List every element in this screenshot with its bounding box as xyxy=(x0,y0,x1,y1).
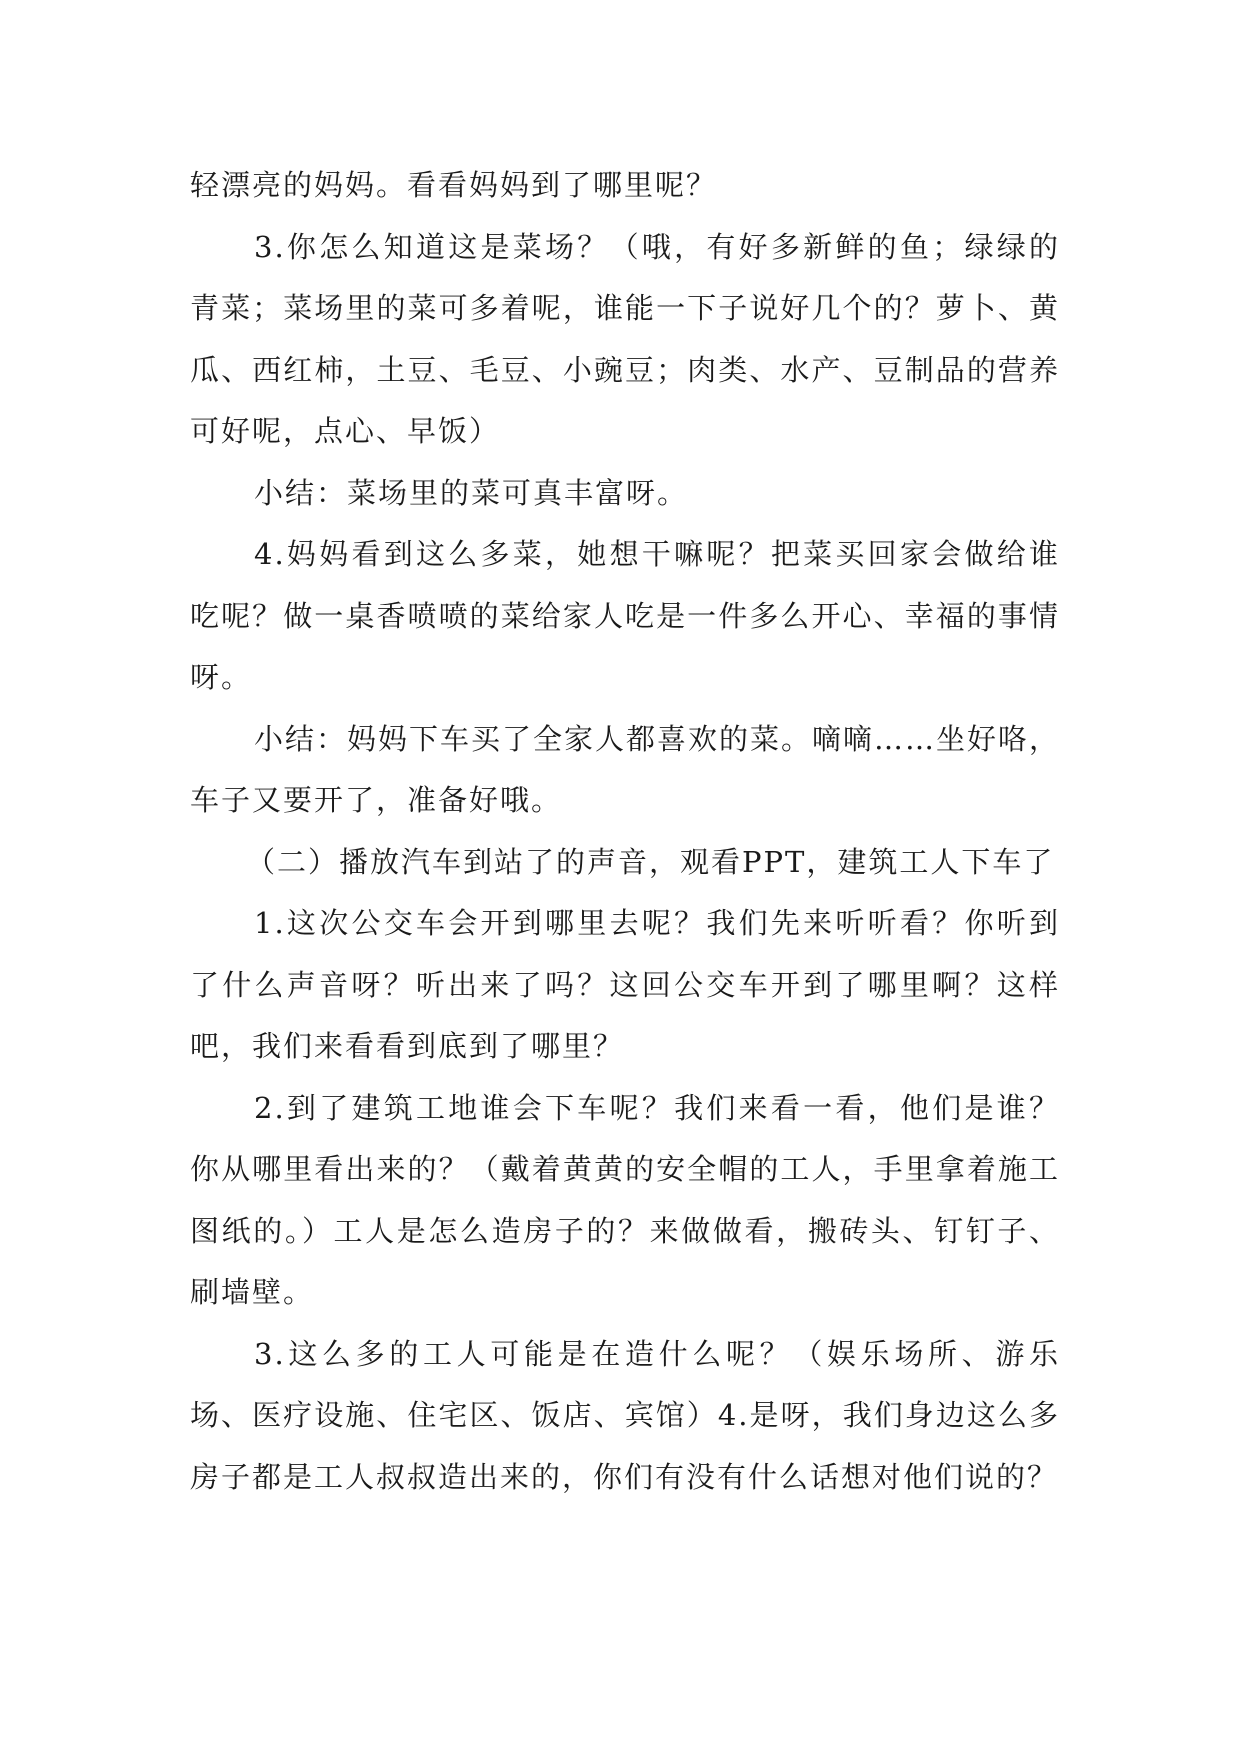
paragraph-item-1: 1.这次公交车会开到哪里去呢？我们先来听听看？你听到了什么声音呀？听出来了吗？这回公交车开到了哪里啊？这样吧，我们来看看到底到了哪里？ xyxy=(190,906,1060,1063)
paragraph-summary-2: 小结：妈妈下车买了全家人都喜欢的菜。嘀嘀……坐好咯，车子又要开了，准备好哦。 xyxy=(190,721,1061,817)
paragraph-item-3: 3.你怎么知道这是菜场？（哦，有好多新鲜的鱼；绿绿的青菜；菜场里的菜可多着呢，谁能一下子说好几个的？萝卜、黄瓜、西红柿，土豆、毛豆、小豌豆；肉类、水产、豆制品的营养可好呢，点心、早饭） xyxy=(190,229,1060,448)
paragraph-summary-1: 小结：菜场里的菜可真丰富呀。 xyxy=(254,475,689,510)
paragraph-item-3b: 3.这么多的工人可能是在造什么呢？（娱乐场所、游乐场、医疗设施、住宅区、饭店、宾馆）4.是呀，我们身边这么多房子都是工人叔叔造出来的，你们有没有什么话想对他们说的？ xyxy=(190,1336,1060,1494)
paragraph-item-4: 4.妈妈看到这么多菜，她想干嘛呢？把菜买回家会做给谁吃呢？做一桌香喷喷的菜给家人吃是一件多么开心、幸福的事情呀。 xyxy=(190,537,1060,694)
paragraph-item-2: 2.到了建筑工地谁会下车呢？我们来看一看，他们是谁？你从哪里看出来的？（戴着黄黄的安全帽的工人，手里拿着施工图纸的。）工人是怎么造房子的？来做做看，搬砖头、钉钉子、刷墙壁。 xyxy=(190,1090,1060,1309)
section-heading-2: （二）播放汽车到站了的声音，观看PPT，建筑工人下车了 xyxy=(246,844,1055,879)
paragraph-continuation: 轻漂亮的妈妈。看看妈妈到了哪里呢？ xyxy=(190,168,718,202)
document-body xyxy=(190,155,1060,1508)
